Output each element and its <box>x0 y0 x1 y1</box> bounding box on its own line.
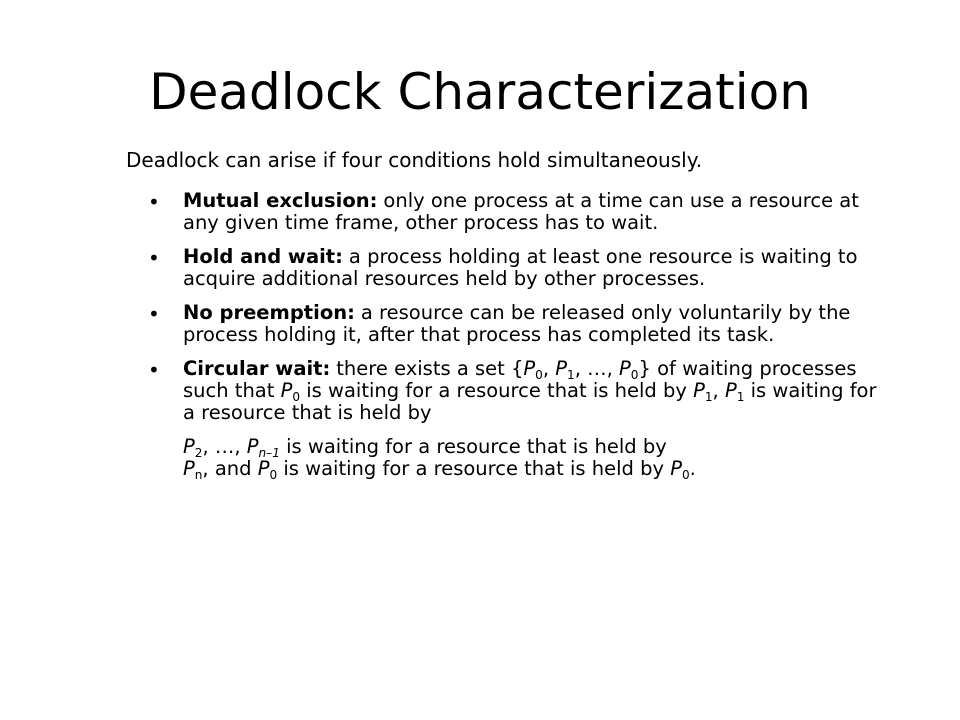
slide-title: Deadlock Characterization <box>149 63 811 121</box>
bullet-icon: • <box>148 190 160 214</box>
condition-term: No preemption: <box>183 301 355 324</box>
list-item-circular-wait <box>148 357 878 483</box>
condition-continuation: $P_2$, …, $P_{n-1}$ is waiting for a resource that is held by $P_n$, and $P_0$ is waiting for a resource that is held by $P_0$. <box>183 435 696 483</box>
bullet-icon: • <box>148 246 160 270</box>
list-item-mutual-exclusion <box>148 190 878 234</box>
list-item-hold-and-wait <box>148 246 878 290</box>
conditions-list <box>148 190 878 492</box>
condition-description: only one process at a time can use a resource at any given time frame, other process has to wait. <box>183 189 859 234</box>
condition-text <box>183 190 878 234</box>
condition-term: Hold and wait: <box>183 245 343 268</box>
condition-text <box>183 302 878 346</box>
condition-description: a resource can be released only voluntarily by the process holding it, after that process has completed its task. <box>183 301 851 346</box>
bullet-icon: • <box>148 358 160 382</box>
condition-text <box>183 246 878 290</box>
condition-term: Circular wait: <box>183 357 331 380</box>
intro-text: Deadlock can arise if four conditions hold simultaneously. <box>126 148 703 172</box>
condition-description: there exists a set {$P_0$, $P_1$, …, $P_0$} of waiting processes such that $P_0$ is waiting for a resource that is held by $P_1$, $P_1$ is waiting for a resource that is held by <box>183 357 877 424</box>
bullet-icon: • <box>148 302 160 326</box>
condition-text <box>183 358 878 424</box>
list-item-no-preemption <box>148 302 878 346</box>
condition-term: Mutual exclusion: <box>183 189 378 212</box>
condition-description: a process holding at least one resource is waiting to acquire additional resources held by other processes. <box>183 245 858 290</box>
